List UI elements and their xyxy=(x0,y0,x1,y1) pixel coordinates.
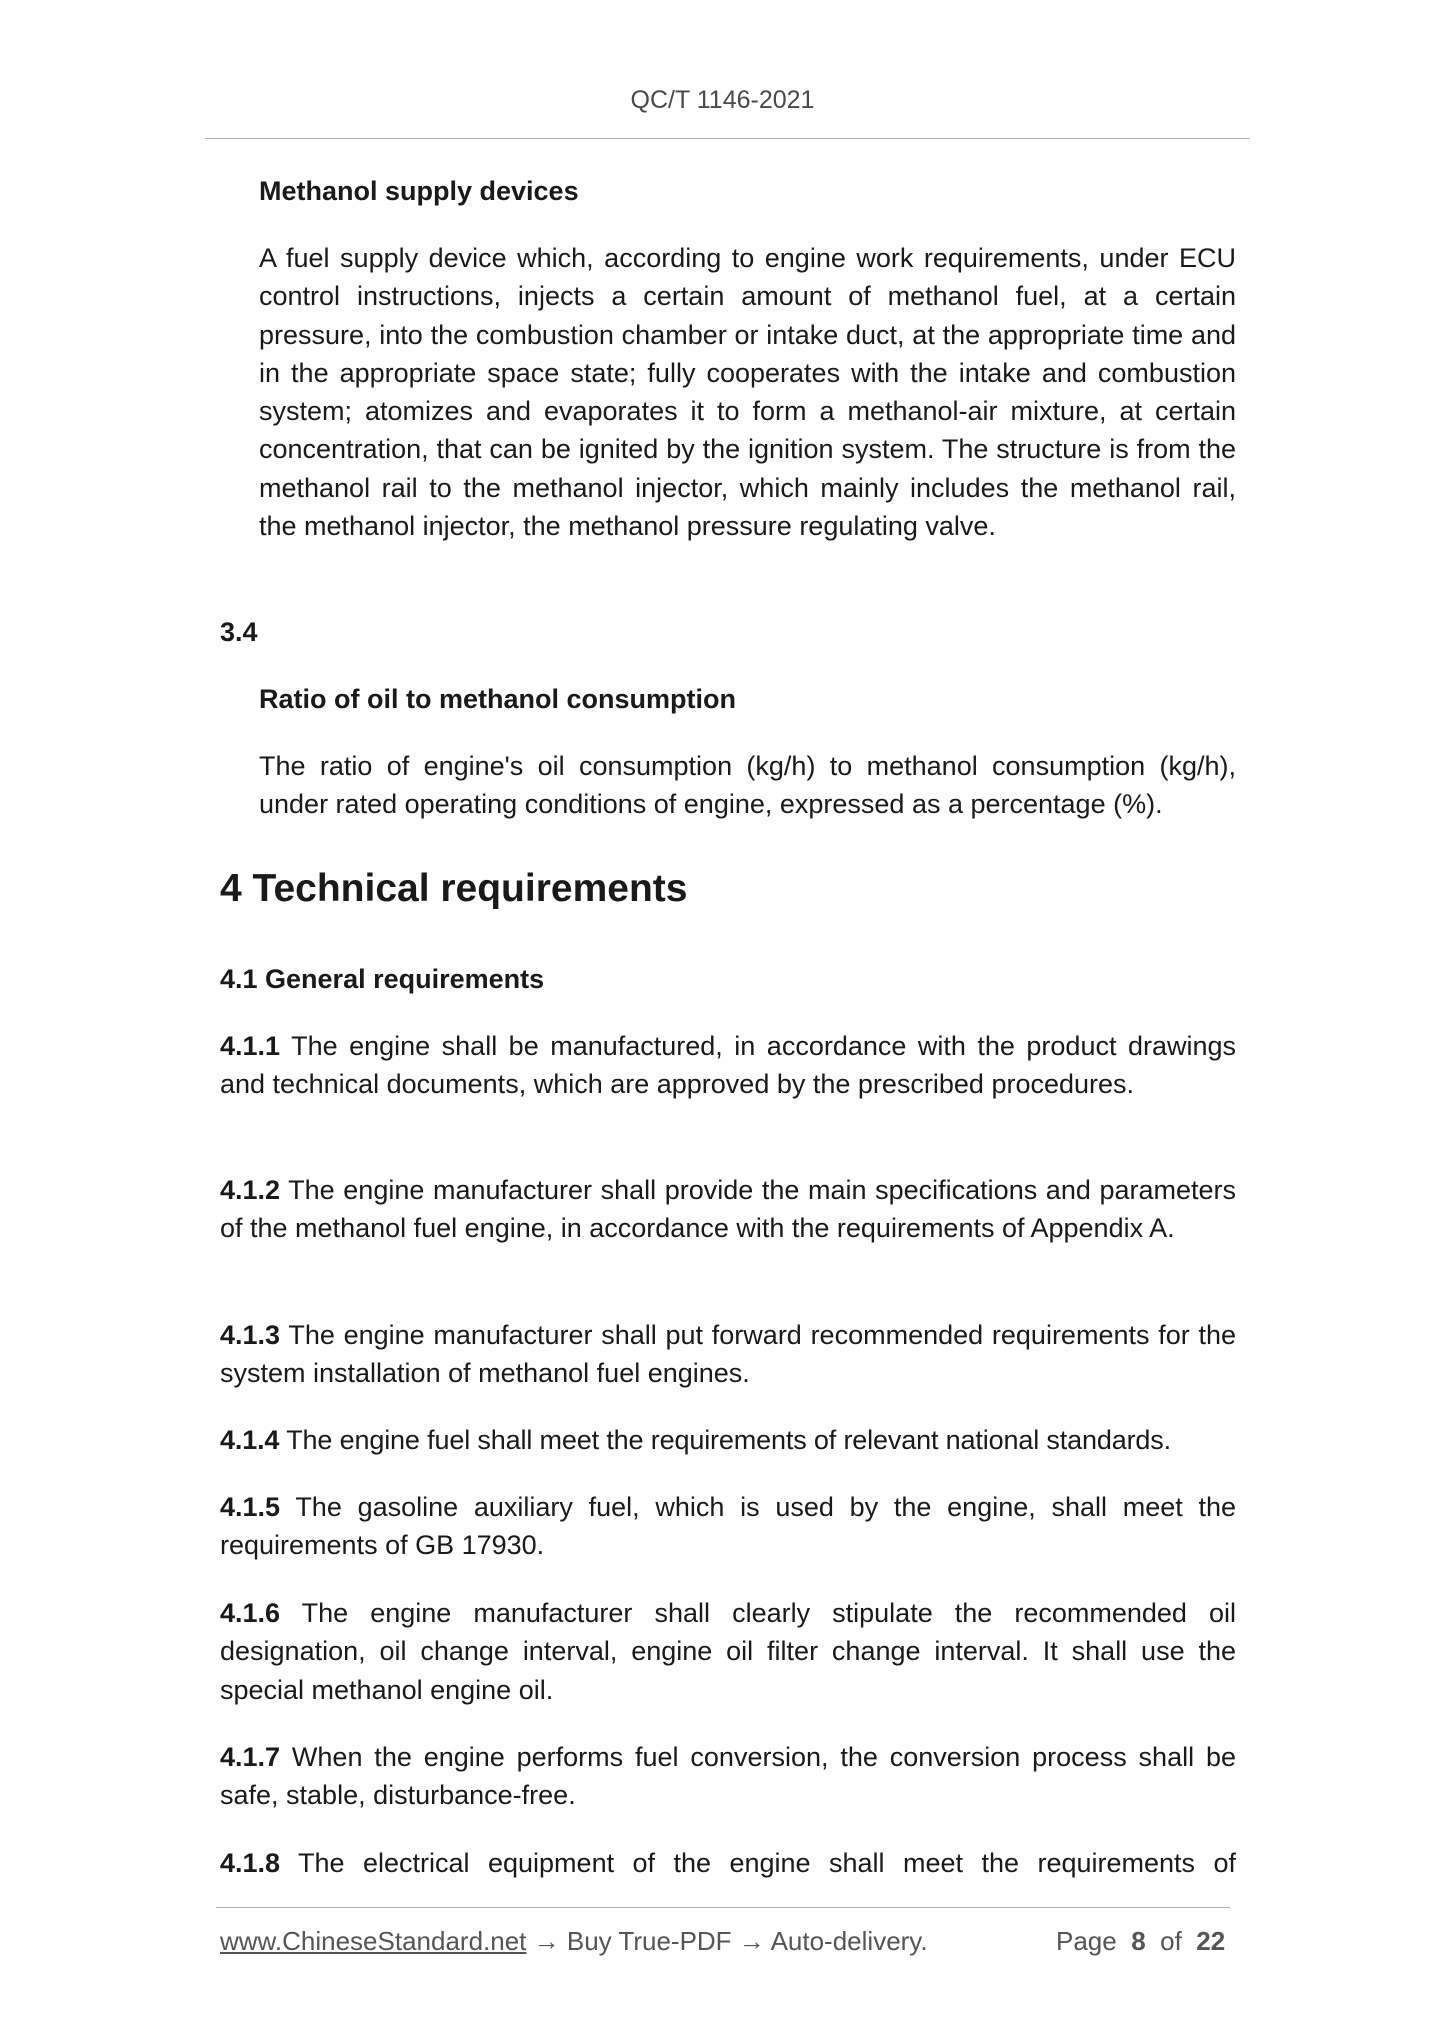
clause-number: 4.1.1 xyxy=(220,1031,281,1061)
section-3-4-body: The ratio of engine's oil consumption (kg/h) to methanol consumption (kg/h), under rated operating conditions of engine, expressed as a percentage (%). xyxy=(259,751,1236,820)
header-divider xyxy=(205,138,1250,139)
clause-text: The engine fuel shall meet the requirements of relevant national standards. xyxy=(286,1425,1171,1455)
clause-text: The engine manufacturer shall put forward recommended requirements for the system installation of methanol fuel engines. xyxy=(220,1320,1237,1389)
clause-4-1-1 xyxy=(220,1027,1236,1104)
page-word: Page xyxy=(1056,1926,1117,1956)
total-pages: 22 xyxy=(1196,1926,1226,1956)
document-code-header: QC/T 1146-2021 xyxy=(630,86,815,114)
page-indicator xyxy=(1056,1926,1225,1957)
of-word: of xyxy=(1160,1926,1182,1956)
methanol-supply-body: A fuel supply device which, according to engine work requirements, under ECU control instructions, injects a certain amount of methanol fuel, at a certain pressure, into the combustion chamber or intake duct, at the appropriate time and in the appropriate space state; fully cooperates with the intake and combustion system; atomizes and evaporates it to form a methanol-air mixture, at certain concentration, that can be ignited by the ignition system. The structure is from the methanol rail to the methanol injector, which mainly includes the methanol rail, the methanol injector, the methanol pressure regulating valve. xyxy=(259,243,1236,542)
section-3-4-number: 3.4 xyxy=(220,617,258,647)
clause-number: 4.1.6 xyxy=(220,1598,281,1628)
clause-number: 4.1.8 xyxy=(220,1848,281,1878)
section-4-heading: 4 Technical requirements xyxy=(220,867,688,910)
clause-text: The electrical equipment of the engine shall meet the requirements of xyxy=(298,1848,1236,1878)
clause-number: 4.1.5 xyxy=(220,1492,281,1522)
promo-text: → Buy True-PDF → Auto-delivery. xyxy=(526,1926,928,1956)
footer-promo xyxy=(220,1926,928,1957)
section-3-4-title: Ratio of oil to methanol consumption xyxy=(259,684,736,714)
clause-number: 4.1.4 xyxy=(220,1425,280,1455)
clause-4-1-2 xyxy=(220,1171,1236,1248)
methanol-supply-title: Methanol supply devices xyxy=(259,176,579,206)
clause-4-1-8 xyxy=(220,1844,1236,1882)
clause-4-1-4 xyxy=(220,1421,1250,1459)
current-page: 8 xyxy=(1131,1926,1146,1956)
clause-4-1-3 xyxy=(220,1316,1236,1393)
clause-text: The engine manufacturer shall provide the main specifications and parameters of the methanol fuel engine, in accordance with the requirements of Appendix A. xyxy=(220,1175,1237,1244)
clause-text: The gasoline auxiliary fuel, which is used by the engine, shall meet the requirements of GB 17930. xyxy=(220,1492,1237,1561)
section-4-1-heading: 4.1 General requirements xyxy=(220,964,545,994)
clause-4-1-7 xyxy=(220,1738,1236,1815)
clause-text: The engine shall be manufactured, in accordance with the product drawings and technical documents, which are approved by the prescribed procedures. xyxy=(220,1031,1237,1100)
footer-divider xyxy=(216,1907,1230,1908)
clause-text: When the engine performs fuel conversion, the conversion process shall be safe, stable, disturbance-free. xyxy=(220,1742,1236,1811)
clause-number: 4.1.3 xyxy=(220,1320,281,1350)
clause-4-1-5 xyxy=(220,1488,1236,1565)
clause-number: 4.1.7 xyxy=(220,1742,281,1772)
clause-text: The engine manufacturer shall clearly stipulate the recommended oil designation, oil change interval, engine oil filter change interval. It shall use the special methanol engine oil. xyxy=(220,1598,1237,1705)
site-link[interactable]: www.ChineseStandard.net xyxy=(220,1926,527,1956)
clause-number: 4.1.2 xyxy=(220,1175,281,1205)
clause-4-1-6 xyxy=(220,1594,1236,1709)
